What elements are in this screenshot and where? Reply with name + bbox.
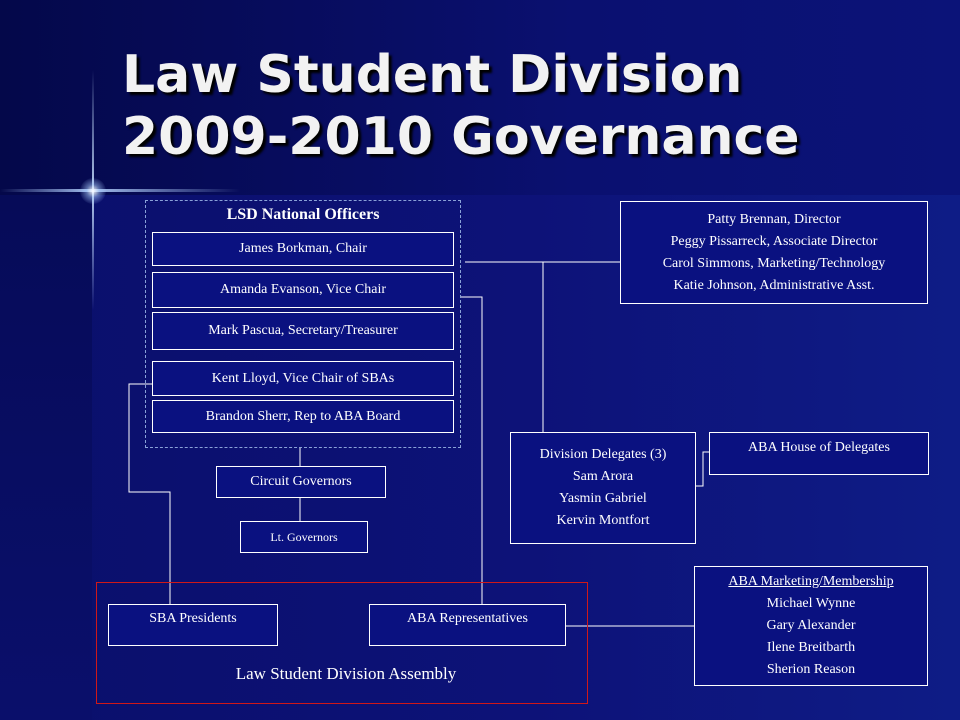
staff-line: Carol Simmons, Marketing/Technology — [662, 255, 886, 271]
sba-presidents-box: SBA Presidents — [108, 604, 278, 646]
title-line-1: Law Student Division — [122, 45, 743, 105]
house-of-delegates-box: ABA House of Delegates — [709, 432, 929, 475]
staff-box — [620, 201, 928, 304]
marketing-membership-box — [694, 566, 928, 686]
marketing-name: Michael Wynne — [766, 596, 856, 611]
staff-line: Patty Brennan, Director — [707, 211, 841, 227]
connector-vicechair-to-abareps — [461, 297, 482, 604]
staff-line: Peggy Pissarreck, Associate Director — [670, 233, 878, 249]
staff-line: Katie Johnson, Administrative Asst. — [673, 277, 875, 293]
circuit-governors-box: Circuit Governors — [216, 466, 386, 498]
marketing-name: Ilene Breitbarth — [766, 640, 856, 655]
officer-rep-aba-board: Brandon Sherr, Rep to ABA Board — [152, 400, 454, 433]
division-delegates-box — [510, 432, 696, 544]
assembly-label: Law Student Division Assembly — [235, 664, 457, 683]
connector-delegates-to-house — [695, 452, 709, 486]
delegate-name: Yasmin Gabriel — [559, 491, 647, 506]
officer-chair: James Borkman, Chair — [152, 232, 454, 266]
lt-governors-box: Lt. Governors — [240, 521, 368, 553]
delegates-heading: Division Delegates (3) — [539, 447, 667, 462]
marketing-name: Sherion Reason — [766, 662, 856, 677]
officer-vice-chair-sbas: Kent Lloyd, Vice Chair of SBAs — [152, 361, 454, 396]
delegate-name: Kervin Montfort — [556, 513, 650, 528]
marketing-name: Gary Alexander — [766, 618, 856, 633]
officer-vice-chair: Amanda Evanson, Vice Chair — [152, 272, 454, 308]
aba-representatives-box: ABA Representatives — [369, 604, 566, 646]
officer-secretary-treasurer: Mark Pascua, Secretary/Treasurer — [152, 312, 454, 350]
delegate-name: Sam Arora — [572, 469, 634, 484]
title-line-2: 2009-2010 Governance — [122, 107, 800, 167]
officers-heading: LSD National Officers — [226, 206, 380, 223]
marketing-heading: ABA Marketing/Membership — [728, 574, 894, 589]
